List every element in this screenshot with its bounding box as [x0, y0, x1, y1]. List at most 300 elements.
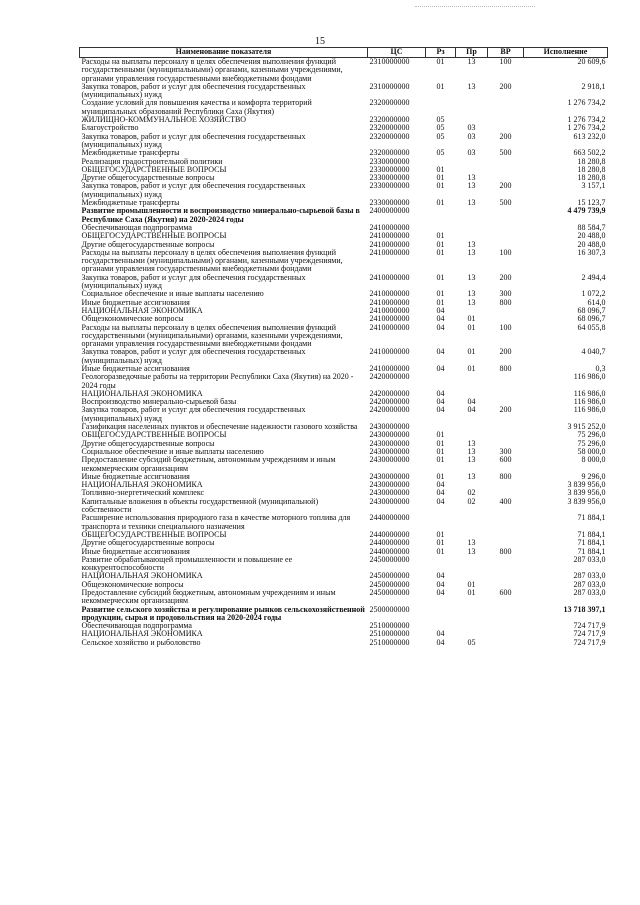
row-pr: 13 [467, 538, 476, 548]
row-cs: 2320000000 [369, 131, 410, 141]
row-cs: 2400000000 [369, 206, 410, 216]
row-pr: 13 [467, 57, 476, 66]
row-name: Иные бюджетные ассигнования [81, 471, 190, 481]
row-amount: 1 072,2 [581, 289, 606, 299]
row-vr: 800 [499, 363, 512, 373]
table-row [80, 406, 608, 423]
row-pr: 13 [467, 173, 476, 183]
row-name: Социальное обеспечение и иные выплаты населению [81, 289, 264, 299]
row-pr: 13 [467, 297, 476, 307]
row-name: Топливно-энергетический комплекс [81, 488, 205, 498]
row-cs: 2430000000 [369, 496, 410, 506]
row-amount: 3 839 956,0 [567, 496, 606, 506]
row-rz: 01 [436, 438, 445, 448]
row-cs: 2450000000 [369, 571, 410, 581]
row-amount: 116 986,0 [573, 397, 606, 407]
row-rz: 01 [436, 247, 445, 257]
row-rz: 04 [436, 588, 445, 597]
row-amount: 287 033,0 [573, 554, 606, 564]
row-name: Создание условий для повышения качества и комфорта территорий муниципальных образований Республики Саха (Якутия) [81, 98, 312, 116]
row-rz: 05 [436, 131, 445, 141]
row-rz: 04 [436, 579, 445, 589]
row-amount: 287 033,0 [573, 579, 606, 589]
row-vr: 400 [499, 496, 512, 506]
row-amount: 1 276 734,2 [567, 115, 606, 125]
table-row [80, 99, 608, 116]
row-amount: 116 986,0 [573, 405, 606, 415]
row-pr: 13 [467, 272, 476, 282]
row-name: НАЦИОНАЛЬНАЯ ЭКОНОМИКА [81, 629, 203, 639]
row-vr [488, 630, 524, 638]
row-cs: 2330000000 [369, 173, 410, 183]
row-pr [456, 423, 488, 431]
row-pr: 04 [467, 405, 476, 415]
row-amount: 68 096,7 [577, 305, 606, 315]
row-vr [488, 639, 524, 647]
row-rz: 01 [436, 538, 445, 548]
row-amount: 663 502,2 [573, 148, 606, 158]
row-vr: 300 [499, 289, 512, 299]
row-vr: 800 [499, 297, 512, 307]
row-rz: 04 [436, 347, 445, 357]
table-row [80, 456, 608, 473]
row-cs: 2430000000 [369, 438, 410, 448]
row-name: Капитальные вложения в объекты государственной (муниципальной) собственности [81, 496, 319, 515]
row-vr [488, 514, 524, 531]
row-vr [488, 99, 524, 116]
table-row [80, 514, 608, 531]
row-amount: 71 884,1 [577, 513, 606, 523]
row-pr: 13 [467, 289, 476, 299]
row-name: Расходы на выплаты персоналу в целях обеспечения выполнения функций государственными (муниципальными) органами, казенными учреждениями, органами управления государственными внебюджетными фондами [81, 247, 343, 274]
row-cs: 2310000000 [369, 81, 410, 91]
row-cs: 2420000000 [369, 405, 410, 415]
row-vr [488, 423, 524, 431]
row-rz: 05 [436, 148, 445, 158]
row-amount: 18 280,8 [577, 164, 606, 174]
row-vr [488, 207, 524, 224]
row-name: НАЦИОНАЛЬНАЯ ЭКОНОМИКА [81, 480, 203, 490]
row-rz: 04 [436, 488, 445, 498]
table-row [80, 207, 608, 224]
row-pr: 13 [467, 438, 476, 448]
row-name: НАЦИОНАЛЬНАЯ ЭКОНОМИКА [81, 388, 203, 398]
row-pr: 13 [467, 81, 476, 91]
row-cs: 2320000000 [369, 98, 410, 108]
row-cs: 2430000000 [369, 430, 410, 440]
row-rz: 01 [436, 446, 445, 456]
row-pr [456, 556, 488, 573]
row-pr: 01 [467, 322, 476, 332]
row-cs: 2410000000 [369, 231, 410, 241]
row-name: Расходы на выплаты персоналу в целях обеспечения выполнения функций государственными (муниципальными) органами, казенными учреждениями, органами управления государственными внебюджетными фондами [81, 57, 343, 83]
row-name: ЖИЛИЩНО-КОММУНАЛЬНОЕ ХОЗЯЙСТВО [81, 115, 247, 125]
row-name: НАЦИОНАЛЬНАЯ ЭКОНОМИКА [81, 305, 203, 315]
row-name: Закупка товаров, работ и услуг для обеспечения государственных (муниципальных) нужд [81, 272, 306, 291]
row-rz: 04 [436, 305, 445, 315]
row-rz [426, 556, 456, 573]
row-cs: 2410000000 [369, 297, 410, 307]
row-name: Сельское хозяйство и рыболовство [81, 637, 201, 647]
row-name: Реализация градостроительной политики [81, 156, 223, 166]
row-vr: 800 [499, 471, 512, 481]
header-pr: Пр [456, 48, 488, 58]
row-name: Закупка товаров, работ и услуг для обеспечения государственных (муниципальных) нужд [81, 81, 306, 100]
row-pr: 01 [467, 579, 476, 589]
row-rz [426, 514, 456, 531]
row-amount: 15 123,7 [577, 198, 606, 208]
row-amount: 116 986,0 [573, 388, 606, 398]
row-rz: 01 [436, 546, 445, 556]
row-cs: 2410000000 [369, 222, 410, 232]
row-amount: 20 488,0 [577, 231, 606, 241]
row-cs: 2410000000 [369, 247, 410, 257]
row-cs: 2510000000 [369, 621, 410, 631]
row-vr: 200 [499, 272, 512, 282]
row-vr: 200 [499, 131, 512, 141]
header-name: Наименование показателя [80, 48, 368, 58]
row-cs: 2410000000 [369, 322, 410, 332]
row-pr: 04 [467, 397, 476, 407]
row-rz: 01 [436, 164, 445, 174]
row-rz: 01 [436, 239, 445, 249]
row-cs: 2330000000 [369, 198, 410, 208]
row-amount: 287 033,0 [573, 588, 606, 597]
row-amount: 75 296,0 [577, 430, 606, 440]
row-rz: 04 [436, 480, 445, 490]
row-pr: 13 [467, 239, 476, 249]
row-amount: 71 884,1 [577, 546, 606, 556]
budget-execution-table [79, 47, 608, 647]
row-vr [488, 224, 524, 232]
row-amount: 16 307,3 [577, 247, 606, 257]
row-amount: 613 232,0 [573, 131, 606, 141]
row-name: Развитие обрабатывающей промышленности и повышение ее конкурентоспособности [81, 554, 293, 573]
row-cs: 2330000000 [369, 164, 410, 174]
row-vr [488, 390, 524, 398]
row-vr: 100 [499, 247, 512, 257]
row-amount: 2 494,4 [581, 272, 606, 282]
row-vr [488, 232, 524, 240]
row-pr: 03 [467, 148, 476, 158]
row-rz: 01 [436, 57, 445, 66]
row-rz: 01 [436, 198, 445, 208]
row-rz: 01 [436, 529, 445, 539]
row-cs: 2410000000 [369, 314, 410, 324]
row-pr [456, 224, 488, 232]
table-row [80, 498, 608, 515]
row-vr [488, 373, 524, 390]
row-rz: 04 [436, 571, 445, 581]
row-amount: 18 280,8 [577, 156, 606, 166]
row-cs: 2510000000 [369, 637, 410, 647]
row-cs: 2430000000 [369, 422, 410, 432]
row-name: Развитие сельского хозяйства и регулирование рынков сельскохозяйственной продукции, сырья и продовольствия на 2020-2024 годы [81, 604, 365, 622]
row-amount: 0,3 [595, 363, 606, 373]
row-vr [488, 606, 524, 623]
row-cs: 2330000000 [369, 181, 410, 191]
row-cs: 2310000000 [369, 57, 410, 66]
table-row [80, 58, 608, 83]
scan-artifact-line [415, 6, 535, 8]
row-amount: 3 839 956,0 [567, 480, 606, 490]
row-amount: 20 609,6 [577, 57, 606, 66]
table-row [80, 639, 608, 647]
table-row [80, 274, 608, 291]
row-vr: 500 [499, 198, 512, 208]
table-row [80, 606, 608, 623]
row-pr [456, 158, 488, 166]
row-vr: 500 [499, 148, 512, 158]
table-row [80, 249, 608, 274]
row-pr: 13 [467, 247, 476, 257]
row-pr: 13 [467, 446, 476, 456]
row-name: Социальное обеспечение и иные выплаты населению [81, 446, 264, 456]
row-vr: 600 [499, 588, 512, 597]
row-name: Иные бюджетные ассигнования [81, 546, 190, 556]
row-name: Расходы на выплаты персоналу в целях обеспечения выполнения функций государственными (муниципальными) органами, казенными учреждениями, органами управления государственными внебюджетными фондами [81, 322, 343, 349]
row-cs: 2410000000 [369, 305, 410, 315]
row-rz: 04 [436, 637, 445, 647]
row-vr: 600 [499, 455, 512, 465]
row-name: ОБЩЕГОСУДАРСТВЕННЫЕ ВОПРОСЫ [81, 430, 227, 440]
row-rz: 04 [436, 629, 445, 639]
row-rz [426, 207, 456, 224]
row-cs: 2440000000 [369, 538, 410, 548]
row-vr [488, 307, 524, 315]
row-name: ОБЩЕГОСУДАРСТВЕННЫЕ ВОПРОСЫ [81, 231, 227, 241]
row-cs: 2420000000 [369, 397, 410, 407]
row-pr: 13 [467, 546, 476, 556]
row-cs: 2420000000 [369, 372, 410, 382]
row-amount: 13 718 397,1 [563, 604, 606, 614]
row-amount: 58 000,0 [577, 446, 606, 456]
table-row [80, 133, 608, 150]
row-rz: 01 [436, 289, 445, 299]
row-cs: 2320000000 [369, 148, 410, 158]
table-row [80, 324, 608, 349]
row-amount: 68 096,7 [577, 314, 606, 324]
row-name: Закупка товаров, работ и услуг для обеспечения государственных (муниципальных) нужд [81, 131, 306, 149]
table-row [80, 556, 608, 573]
row-cs: 2430000000 [369, 446, 410, 456]
row-amount: 3 915 252,0 [567, 422, 606, 432]
row-pr [456, 373, 488, 390]
row-name: Иные бюджетные ассигнования [81, 363, 190, 373]
table-row [80, 182, 608, 199]
row-vr [488, 572, 524, 580]
row-vr: 200 [499, 405, 512, 415]
row-vr [488, 116, 524, 124]
row-pr: 13 [467, 198, 476, 208]
row-name: Другие общегосударственные вопросы [81, 239, 215, 249]
row-amount: 88 584,7 [577, 222, 606, 232]
header-cs: ЦС [368, 48, 426, 58]
row-name: Развитие промышленности и воспроизводство минерально-сырьевой базы в Республике Саха (Якутия) на 2020-2024 годы [81, 206, 360, 224]
row-rz: 04 [436, 496, 445, 506]
row-pr: 13 [467, 471, 476, 481]
row-pr [456, 622, 488, 630]
row-pr: 13 [467, 181, 476, 191]
row-vr [488, 166, 524, 174]
row-name: НАЦИОНАЛЬНАЯ ЭКОНОМИКА [81, 571, 203, 581]
header-rz: Рз [426, 48, 456, 58]
table-row [80, 373, 608, 390]
row-name: Предоставление субсидий бюджетным, автономным учреждениям и иным некоммерческим организациям [81, 455, 336, 473]
row-cs: 2430000000 [369, 488, 410, 498]
row-cs: 2440000000 [369, 513, 410, 523]
row-pr: 01 [467, 588, 476, 597]
row-pr: 02 [467, 488, 476, 498]
row-name: Иные бюджетные ассигнования [81, 297, 190, 307]
row-cs: 2410000000 [369, 272, 410, 282]
row-rz: 04 [436, 388, 445, 398]
table-row [80, 116, 608, 124]
row-amount: 9 296,0 [581, 471, 606, 481]
header-amount: Исполнение [524, 48, 608, 58]
row-name: Общеэкономические вопросы [81, 314, 184, 324]
row-cs: 2440000000 [369, 529, 410, 539]
row-amount: 724 717,9 [573, 629, 606, 639]
row-name: Другие общегосударственные вопросы [81, 538, 215, 548]
row-rz: 04 [436, 397, 445, 407]
row-rz: 01 [436, 173, 445, 183]
row-name: Закупка товаров, работ и услуг для обеспечения государственных (муниципальных) нужд [81, 347, 306, 365]
row-pr [456, 606, 488, 623]
row-vr [488, 481, 524, 489]
row-rz: 01 [436, 181, 445, 191]
row-rz: 01 [436, 297, 445, 307]
row-rz: 01 [436, 430, 445, 440]
table-row [80, 589, 608, 606]
table-body [80, 58, 608, 648]
row-cs: 2450000000 [369, 554, 410, 564]
row-vr: 800 [499, 546, 512, 556]
row-rz: 05 [436, 123, 445, 133]
row-vr [488, 556, 524, 573]
row-rz [426, 99, 456, 116]
row-cs: 2500000000 [369, 604, 410, 614]
row-amount: 3 157,1 [581, 181, 606, 191]
row-vr: 300 [499, 446, 512, 456]
row-amount: 287 033,0 [573, 571, 606, 581]
row-pr: 01 [467, 314, 476, 324]
row-rz: 01 [436, 81, 445, 91]
row-vr [488, 158, 524, 166]
row-vr: 200 [499, 347, 512, 357]
row-rz [426, 606, 456, 623]
row-cs: 2410000000 [369, 289, 410, 299]
row-rz: 01 [436, 455, 445, 465]
row-rz: 04 [436, 405, 445, 415]
row-name: Закупка товаров, работ и услуг для обеспечения государственных (муниципальных) нужд [81, 405, 306, 423]
row-amount: 614,0 [587, 297, 606, 307]
row-vr [488, 531, 524, 539]
row-cs: 2410000000 [369, 347, 410, 357]
row-name: Газификация населенных пунктов и обеспечение надежности газового хозяйства [81, 422, 358, 432]
row-name: Благоустройство [81, 123, 139, 133]
row-vr: 100 [499, 322, 512, 332]
row-cs: 2420000000 [369, 388, 410, 398]
row-pr: 01 [467, 363, 476, 373]
row-cs: 2430000000 [369, 455, 410, 465]
row-amount: 20 488,0 [577, 239, 606, 249]
row-cs: 2440000000 [369, 546, 410, 556]
row-vr: 200 [499, 81, 512, 91]
row-amount: 71 884,1 [577, 538, 606, 548]
page-number: 15 [315, 36, 325, 47]
row-pr: 03 [467, 131, 476, 141]
row-name: Закупка товаров, работ и услуг для обеспечения государственных (муниципальных) нужд [81, 181, 306, 199]
row-cs: 2320000000 [369, 123, 410, 133]
row-rz: 05 [436, 115, 445, 125]
row-rz [426, 373, 456, 390]
row-name: Обеспечивающая подпрограмма [81, 222, 192, 232]
row-amount: 64 055,8 [577, 322, 606, 332]
row-amount: 4 479 739,9 [567, 206, 606, 216]
row-pr: 02 [467, 496, 476, 506]
row-vr [488, 622, 524, 630]
row-name: Межбюджетные трансферты [81, 198, 180, 208]
row-rz: 04 [436, 322, 445, 332]
row-vr: 200 [499, 181, 512, 191]
row-pr [456, 514, 488, 531]
row-pr: 01 [467, 347, 476, 357]
row-amount: 116 986,0 [573, 372, 606, 382]
row-name: Предоставление субсидий бюджетным, автономным учреждениям и иным некоммерческим организациям [81, 588, 336, 606]
row-amount: 724 717,9 [573, 621, 606, 631]
row-cs: 2450000000 [369, 579, 410, 589]
row-name: Расширение использования природного газа в качестве моторного топлива для транспорта и техники специального назначения [81, 513, 351, 531]
row-rz: 04 [436, 363, 445, 373]
row-amount: 71 884,1 [577, 529, 606, 539]
row-amount: 3 839 956,0 [567, 488, 606, 498]
row-amount: 724 717,9 [573, 637, 606, 647]
row-cs: 2430000000 [369, 471, 410, 481]
table-row [80, 348, 608, 365]
row-cs: 2430000000 [369, 480, 410, 490]
row-amount: 1 276 734,2 [567, 98, 606, 108]
table-row [80, 83, 608, 100]
row-rz: 04 [436, 314, 445, 324]
row-amount: 18 280,8 [577, 173, 606, 183]
row-name: Межбюджетные трансферты [81, 148, 180, 158]
row-amount: 2 918,1 [581, 81, 606, 91]
row-name: Общеэкономические вопросы [81, 579, 184, 589]
row-pr: 13 [467, 455, 476, 465]
row-vr: 100 [499, 57, 512, 66]
row-pr: 05 [467, 637, 476, 647]
header-row [80, 48, 608, 58]
row-rz: 01 [436, 231, 445, 241]
header-vr: ВР [488, 48, 524, 58]
row-amount: 1 276 734,2 [567, 123, 606, 133]
row-name: Воспроизводство минерально-сырьевой базы [81, 397, 237, 407]
row-name: ОБЩЕГОСУДАРСТВЕННЫЕ ВОПРОСЫ [81, 164, 227, 174]
row-cs: 2330000000 [369, 156, 410, 166]
row-pr [456, 207, 488, 224]
row-rz: 01 [436, 471, 445, 481]
row-amount: 8 000,0 [581, 455, 606, 465]
table-header [80, 48, 608, 58]
row-cs: 2410000000 [369, 239, 410, 249]
row-name: Обеспечивающая подпрограмма [81, 621, 192, 631]
row-name: Другие общегосударственные вопросы [81, 173, 215, 183]
row-name: Геологоразведочные работы на территории Республики Саха (Якутия) на 2020 - 2024 годы [81, 372, 354, 390]
row-amount: 4 040,7 [581, 347, 606, 357]
row-name: ОБЩЕГОСУДАРСТВЕННЫЕ ВОПРОСЫ [81, 529, 227, 539]
row-pr [456, 99, 488, 116]
